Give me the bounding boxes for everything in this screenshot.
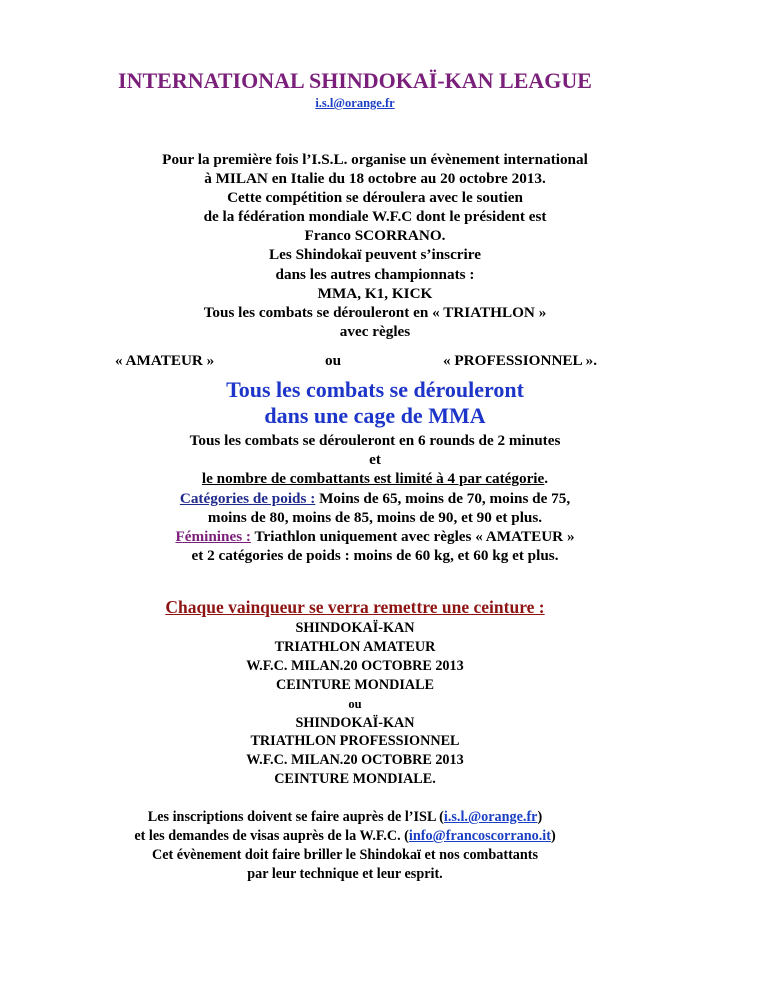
women-text: Triathlon uniquement avec règles « AMATEUR » bbox=[250, 528, 575, 546]
intro-line: de la fédération mondiale W.F.C dont le président est bbox=[203, 208, 547, 226]
details-paragraph bbox=[0, 431, 750, 565]
footer-text: ) bbox=[537, 809, 543, 825]
intro-paragraph bbox=[0, 150, 750, 341]
weight-categories-line-2: moins de 80, moins de 85, moins de 90, et 90 et plus. bbox=[207, 508, 543, 526]
belt-line: W.F.C. MILAN.20 OCTOBRE 2013 bbox=[246, 752, 464, 769]
rules-professional: « PROFESSIONNEL ». bbox=[443, 352, 598, 369]
footer-line-3: Cet évènement doit faire briller le Shindokaï et nos combattants bbox=[151, 847, 539, 863]
intro-line: MMA, K1, KICK bbox=[317, 284, 433, 302]
belt-line: CEINTURE MONDIALE. bbox=[274, 771, 436, 788]
intro-line: Franco SCORRANO. bbox=[304, 227, 446, 245]
belt-list bbox=[0, 619, 710, 789]
weight-categories-label: Catégories de poids : bbox=[179, 489, 316, 507]
header-email bbox=[0, 96, 710, 111]
footer-text: ) bbox=[550, 828, 556, 844]
women-label: Féminines : bbox=[175, 528, 251, 546]
wfc-email-link[interactable]: info@francoscorrano.it bbox=[408, 828, 551, 844]
rules-amateur: « AMATEUR » bbox=[115, 352, 215, 369]
belt-line: TRIATHLON AMATEUR bbox=[274, 638, 436, 655]
rules-or: ou bbox=[325, 352, 342, 369]
highlight-line-1: Tous les combats se dérouleront bbox=[226, 377, 524, 402]
belt-line: SHINDOKAÏ-KAN bbox=[295, 620, 415, 636]
belt-heading: Chaque vainqueur se verra remettre une ceinture : bbox=[165, 597, 545, 617]
footer-line-4: par leur technique et leur esprit. bbox=[247, 866, 443, 882]
footer-line-1 bbox=[0, 808, 690, 827]
limit-period: . bbox=[544, 470, 549, 488]
intro-line: Cette compétition se déroulera avec le soutien bbox=[227, 189, 523, 207]
and-line: et bbox=[369, 451, 381, 469]
women-line-2: et 2 catégories de poids : moins de 60 kg, et 60 kg et plus. bbox=[191, 547, 559, 565]
footer-text: Les inscriptions doivent se faire auprès de l’ISL ( bbox=[147, 809, 444, 825]
rounds-line: Tous les combats se dérouleront en 6 rounds de 2 minutes bbox=[189, 432, 561, 449]
page-title: INTERNATIONAL SHINDOKAÏ-KAN LEAGUE bbox=[118, 68, 592, 93]
intro-line: Les Shindokaï peuvent s’inscrire bbox=[269, 246, 481, 264]
intro-line: avec règles bbox=[339, 322, 411, 340]
isl-email-link[interactable]: i.s.l.@orange.fr bbox=[443, 809, 538, 825]
weight-categories-line bbox=[0, 489, 750, 508]
footer-paragraph bbox=[0, 808, 690, 884]
belt-line: W.F.C. MILAN.20 OCTOBRE 2013 bbox=[246, 657, 464, 674]
intro-line: Tous les combats se dérouleront en « TRIATHLON » bbox=[203, 303, 547, 321]
highlight-text bbox=[0, 377, 750, 429]
limit-line bbox=[0, 469, 750, 488]
intro-line: Pour la première fois l’I.S.L. organise un évènement international bbox=[162, 151, 588, 168]
belt-line: TRIATHLON PROFESSIONNEL bbox=[250, 733, 460, 750]
footer-line-2 bbox=[0, 827, 690, 846]
footer-text: et les demandes de visas auprès de la W.F.C. ( bbox=[134, 828, 409, 844]
belt-line: CEINTURE MONDIALE bbox=[275, 676, 435, 693]
intro-line: dans les autres championnats : bbox=[275, 265, 475, 283]
belt-or: ou bbox=[348, 696, 362, 711]
limit-text: le nombre de combattants est limité à 4 par catégorie bbox=[201, 470, 545, 488]
weight-categories-text: Moins de 65, moins de 70, moins de 75, bbox=[315, 489, 571, 507]
intro-line: à MILAN en Italie du 18 octobre au 20 octobre 2013. bbox=[204, 170, 546, 188]
women-line bbox=[0, 527, 750, 546]
highlight-line-2: dans une cage de MMA bbox=[264, 403, 486, 428]
header-email-link[interactable]: i.s.l@orange.fr bbox=[315, 96, 395, 110]
rules-row bbox=[0, 352, 750, 372]
belt-line: SHINDOKAÏ-KAN bbox=[295, 714, 415, 731]
